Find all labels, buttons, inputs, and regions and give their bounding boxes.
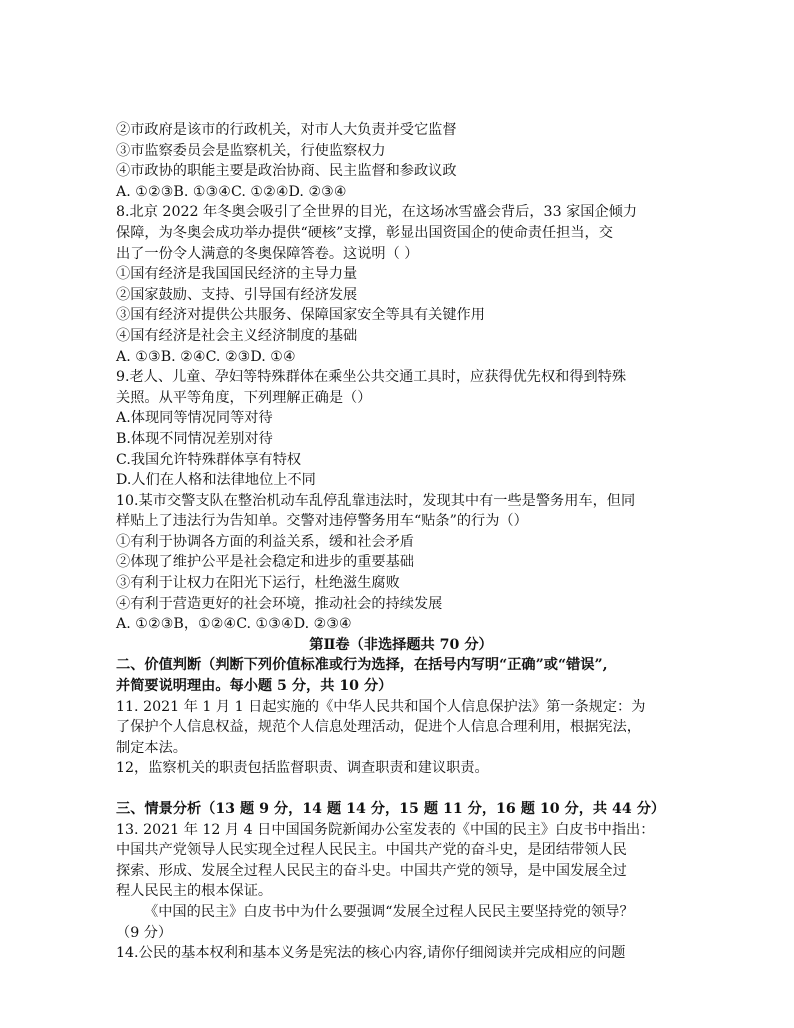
q10-option-1: ①有利于协调各方面的利益关系，缓和社会矛盾 [116, 533, 414, 550]
q8-stem-line1: 8.北京 2022 年冬奥会吸引了全世界的目光，在这场冰雪盛会背后，33 家国企倾力 [116, 204, 638, 221]
section-2-title: 第Ⅱ卷（非选择题共 70 分） [309, 636, 493, 653]
q8-option-1: ①国有经济是我国国民经济的主导力量 [116, 266, 358, 283]
q13-line4: 程人民民主的根本保证。 [116, 883, 273, 900]
q8-option-3: ③国有经济对提供公共服务、保障国家安全等具有关键作用 [116, 307, 485, 324]
q11-line3: 制定本法。 [116, 739, 187, 756]
q7-option-4: ④市政协的职能主要是政治协商、民主监督和参政议政 [116, 163, 457, 180]
q13-line3: 探索、形成、发展全过程人民民主的奋斗史。中国共产党的领导，是中国发展全过 [116, 862, 627, 879]
exam-page [116, 120, 686, 964]
q7-option-3: ③市监察委员会是监察机关，行使监察权力 [116, 142, 386, 159]
q8-answer-choices: A. ①③B. ②④C. ②③D. ①④ [116, 348, 296, 365]
q13-line1: 13. 2021 年 12 月 4 日中国国务院新闻办公室发表的《中国的民主》白皮书中指出： [116, 821, 655, 838]
q9-stem-line1: 9.老人、儿童、孕妇等特殊群体在乘坐公共交通工具时，应获得优先权和得到特殊 [116, 369, 627, 386]
q13-line2: 中国共产党领导人民实现全过程人民民主。中国共产党的奋斗史，是团结带领人民 [116, 842, 627, 859]
part-3-heading: 三、情景分析（13 题 9 分，14 题 14 分，15 题 11 分，16 题 10 分，共 44 分） [116, 801, 666, 817]
q8-option-2: ②国家鼓励、支持、引导国有经济发展 [116, 286, 358, 303]
q9-stem-line2: 关照。从平等角度，下列理解正确是（） [116, 389, 372, 406]
q8-stem-line2: 保障，为冬奥会成功举办提供“硬核”支撑，彰显出国资国企的使命责任担当，交 [116, 224, 613, 241]
q8-stem-line3: 出了一份令人满意的冬奥保障答卷。这说明（ ） [116, 245, 419, 262]
spacer [116, 779, 686, 799]
q10-option-2: ②体现了维护公平是社会稳定和进步的重要基础 [116, 554, 414, 571]
q9-choice-c: C.我国允许特殊群体享有特权 [116, 451, 302, 468]
q7-answer-choices: A. ①②③B. ①③④C. ①②④D. ②③④ [116, 183, 347, 200]
q10-option-4: ④有利于营造更好的社会环境，推动社会的持续发展 [116, 595, 443, 612]
q10-answer-choices: A. ①②③B，①②④C. ①③④D. ②③④ [116, 616, 352, 633]
q11-line2: 了保护个人信息权益，规范个人信息处理活动，促进个人信息合理利用，根据宪法， [116, 719, 641, 736]
q13-question: 《中国的民主》白皮书中为什么要强调“发展全过程人民民主要坚持党的领导？ [144, 903, 634, 920]
q11-line1: 11. 2021 年 1 月 1 日起实施的《中华人民共和国个人信息保护法》第一条规定：为 [116, 698, 646, 715]
part-2-heading-line1: 二、价值判断（判断下列价值标准或行为选择，在括号内写明“正确”或“错误”, [116, 657, 608, 674]
q9-choice-d: D.人们在人格和法律地位上不同 [116, 472, 316, 489]
q13-points: （9 分） [116, 924, 173, 941]
q10-stem-line2: 样贴上了违法行为告知单。交警对违停警务用车“贴条”的行为（） [116, 513, 528, 530]
q14-line1: 14.公民的基本权利和基本义务是宪法的核心内容,请你仔细阅读并完成相应的问题 [116, 945, 626, 962]
q10-option-3: ③有利于让权力在阳光下运行，杜绝滋生腐败 [116, 575, 400, 592]
q8-option-4: ④国有经济是社会主义经济制度的基础 [116, 327, 358, 344]
part-2-heading-line2: 并简要说明理由。每小题 5 分，共 10 分） [116, 678, 393, 695]
q9-choice-b: B.体现不同情况差别对待 [116, 430, 273, 447]
q7-option-2: ②市政府是该市的行政机关，对市人大负责并受它监督 [116, 122, 457, 138]
q10-stem-line1: 10.某市交警支队在整治机动车乱停乱靠违法时，发现其中有一些是警务用车，但同 [116, 492, 636, 509]
q12-line: 12，监察机关的职责包括监督职责、调查职责和建议职责。 [116, 760, 489, 777]
q9-choice-a: A.体现同等情况同等对待 [116, 410, 273, 427]
